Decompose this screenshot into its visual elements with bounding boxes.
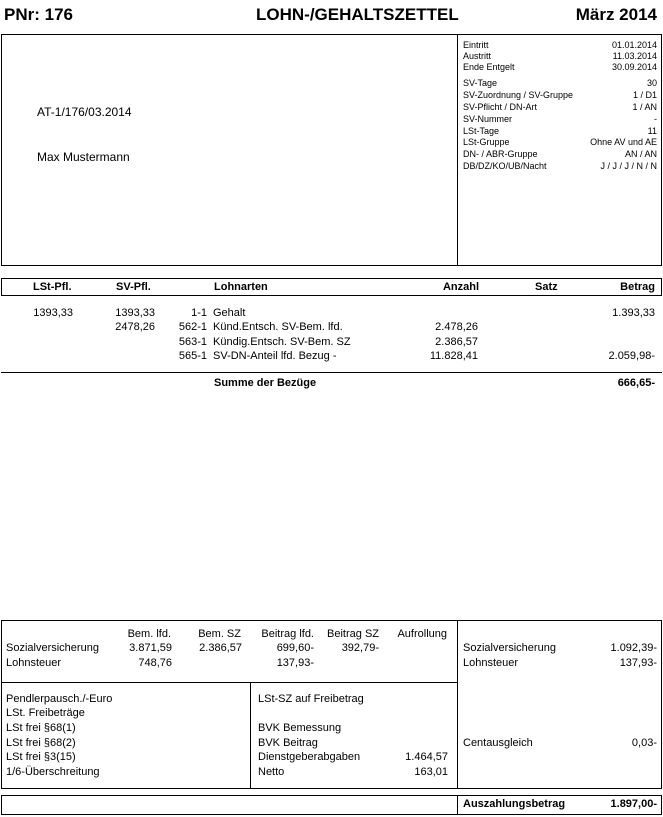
dienstgeberabgaben-value: 1.464,57: [405, 751, 448, 763]
column-header-beitrag-sz: Beitrag SZ: [327, 628, 379, 640]
netto-label: Netto: [258, 766, 285, 778]
wage-code-cell: 1-1: [191, 307, 207, 319]
column-header-anzahl: Anzahl: [442, 281, 479, 293]
allowance-item: Pendlerpausch./-Euro: [6, 693, 113, 705]
deduction-label: Sozialversicherung: [6, 642, 99, 654]
divider: [457, 795, 458, 815]
info-value: AN / AN: [624, 149, 657, 159]
info-label: SV-Tage: [463, 78, 498, 88]
info-value: 1 / AN: [632, 102, 657, 112]
payout-label: Auszahlungsbetrag: [463, 798, 566, 810]
sum-label: Summe der Bezüge: [214, 377, 317, 389]
dienstgeberabgaben-label: Dienstgeberabgaben: [258, 751, 361, 763]
beitrag-lfd-cell: 699,60-: [276, 642, 314, 654]
sv-pfl-cell: 1393,33: [115, 307, 155, 319]
betrag-cell: 1.393,33: [612, 307, 655, 319]
bem-lfd-cell: 3.871,59: [129, 642, 172, 654]
bem-sz-cell: 2.386,57: [199, 642, 242, 654]
summary-value: 137,93-: [619, 657, 657, 669]
info-value: -: [654, 114, 657, 124]
column-header-aufrollung: Aufrollung: [397, 628, 447, 640]
info-label: SV-Nummer: [463, 114, 513, 124]
sum-value: 666,65-: [617, 377, 655, 389]
info-row: [463, 137, 657, 149]
info-row: [463, 78, 657, 90]
column-header-sv-pfl: SV-Pfl.: [116, 281, 151, 293]
wage-name-cell: SV-DN-Anteil lfd. Bezug -: [213, 350, 337, 362]
info-value: J / J / J / N / N: [600, 161, 657, 171]
info-label: LSt-Tage: [463, 126, 500, 136]
anzahl-cell: 2.386,57: [435, 336, 478, 348]
deduction-label: Lohnsteuer: [6, 657, 62, 669]
info-label: Ende Entgelt: [463, 62, 515, 72]
wage-code-cell: 562-1: [178, 321, 207, 333]
lst-pfl-cell: 1393,33: [33, 307, 73, 319]
summary-label: Lohnsteuer: [463, 657, 519, 669]
allowance-item: LSt. Freibeträge: [6, 707, 85, 719]
wage-code-cell: 565-1: [178, 350, 207, 362]
summary-value: 1.092,39-: [610, 642, 657, 654]
info-label: SV-Pflicht / DN-Art: [463, 102, 538, 112]
divider: [250, 682, 251, 789]
payout-value: 1.897,00-: [610, 798, 657, 810]
wage-table-header: [1, 278, 662, 296]
sv-pfl-cell: 2478,26: [115, 321, 155, 333]
betrag-cell: 2.059,98-: [608, 350, 655, 362]
info-label: LSt-Gruppe: [463, 137, 510, 147]
info-label: SV-Zuordnung / SV-Gruppe: [463, 90, 574, 100]
reference-number: AT-1/176/03.2014: [37, 105, 132, 119]
wage-name-cell: Kündig.Entsch. SV-Bem. SZ: [213, 336, 351, 348]
beitrag-lfd-cell: 137,93-: [276, 657, 314, 669]
info-value: 30: [646, 78, 657, 88]
lst-sz-label: LSt-SZ auf Freibetrag: [258, 693, 364, 705]
info-label: Eintritt: [463, 40, 489, 50]
document-title: LOHN-/GEHALTSZETTEL: [256, 5, 459, 24]
column-header-satz: Satz: [535, 281, 558, 293]
column-header-bem-sz: Bem. SZ: [198, 628, 241, 640]
wage-name-cell: Gehalt: [213, 307, 246, 319]
anzahl-cell: 2.478,26: [435, 321, 478, 333]
column-header-lst-pfl: LSt-Pfl.: [33, 281, 72, 293]
info-value: 1 / D1: [632, 90, 657, 100]
summary-label: Sozialversicherung: [463, 642, 556, 654]
info-row: [463, 90, 657, 102]
centausgleich-value: 0,03-: [631, 737, 657, 749]
wage-code-cell: 563-1: [178, 336, 207, 348]
info-label: DN- / ABR-Gruppe: [463, 149, 538, 159]
divider: [457, 34, 458, 266]
allowance-item: LSt frei §68(1): [6, 722, 76, 734]
info-row: [463, 161, 657, 173]
allowance-item: LSt frei §3(15): [6, 751, 76, 763]
pnr-label: PNr: 176: [4, 5, 73, 24]
sum-separator: [1, 372, 662, 373]
netto-value: 163,01: [414, 766, 448, 778]
period-label: März 2014: [575, 5, 657, 24]
info-row: [463, 102, 657, 114]
divider: [1, 682, 458, 683]
info-row: [463, 114, 657, 126]
column-header-beitrag-lfd: Beitrag lfd.: [261, 628, 314, 640]
bvk-beitrag-label: BVK Beitrag: [258, 737, 318, 749]
bvk-bemessung-label: BVK Bemessung: [258, 722, 342, 734]
info-label: DB/DZ/KO/UB/Nacht: [463, 161, 547, 171]
centausgleich-label: Centausgleich: [463, 737, 533, 749]
column-header-betrag: Betrag: [620, 281, 655, 293]
info-label: Austritt: [463, 51, 492, 61]
info-row: [463, 149, 657, 161]
divider: [457, 620, 458, 789]
info-value: Ohne AV und AE: [590, 137, 657, 147]
info-value: 11.03.2014: [612, 51, 657, 61]
beitrag-sz-cell: 392,79-: [341, 642, 379, 654]
allowance-item: 1/6-Überschreitung: [6, 766, 100, 778]
info-value: 01.01.2014: [611, 40, 657, 50]
employee-name: Max Mustermann: [37, 150, 130, 164]
column-header-lohnarten: Lohnarten: [214, 281, 268, 293]
bem-lfd-cell: 748,76: [138, 657, 172, 669]
column-header-bem-lfd: Bem. lfd.: [127, 628, 171, 640]
wage-name-cell: Künd.Entsch. SV-Bem. lfd.: [213, 321, 343, 333]
anzahl-cell: 11.828,41: [429, 350, 478, 362]
info-value: 11: [647, 126, 657, 136]
info-value: 30.09.2014: [611, 62, 657, 72]
allowance-item: LSt frei §68(2): [6, 737, 76, 749]
info-row: [463, 62, 657, 74]
